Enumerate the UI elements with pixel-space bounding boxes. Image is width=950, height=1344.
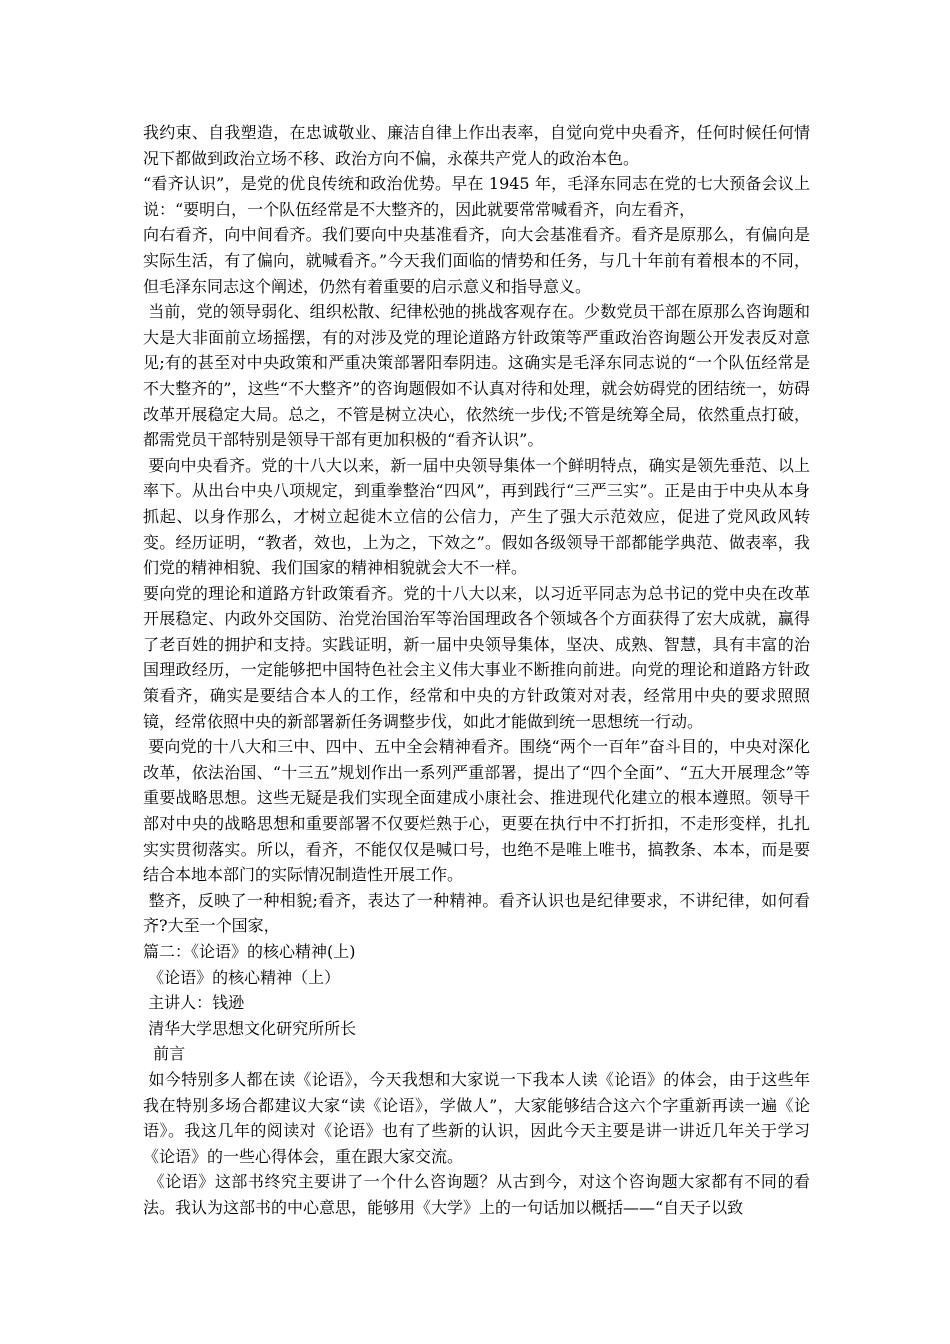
section-heading: 篇二：《论语》的核心精神(上) [143,942,356,961]
paragraph-8: 整齐，反映了一种相貌;看齐，表达了一种精神。看齐认识也是纪律要求，不讲纪律，如何看齐?大至一个国家， [143,890,810,936]
paragraph-4: 当前，党的领导弱化、组织松散、纪律松弛的挑战客观存在。少数党员干部在原那么咨询题和大是大非面前立场摇摆，有的对涉及党的理论道路方针政策等严重政治咨询题公开发表反对意见;有的甚至对中央政策和严重决策部署阳奉阴违。这确实是毛泽东同志说的“一个队伍经常是不大整齐的”，这些“不大整齐”的咨询题假如不认真对待和处理，就会妨碍党的团结统一，妨碍改革开展稳定大局。总之，不管是树立决心，依然统一步伐;不管是统筹全局，依然重点打破，都需党员干部特别是领导干部有更加积极的“看齐认识”。 [143,302,810,450]
paragraph-9: 如今特别多人都在读《论语》，今天我想和大家说一下我本人读《论语》的体会，由于这些年我在特别多场合都建议大家“读《论语》，学做人”，大家能够结合这六个字重新再读一遍《论语》。我这几年的阅读对《论语》也有了些新的认识，因此今天主要是讲一讲近几年关于学习《论语》的一些心得体会，重在跟大家交流。 [143,1069,810,1166]
preface-heading: 前言 [143,1044,186,1064]
paragraph-2: “看齐认识”，是党的优良传统和政治优势。早在 1945 年，毛泽东同志在党的七大预备会议上说：“要明白，一个队伍经常是不大整齐的，因此就要常常喊看齐，向左看齐， [143,174,810,219]
paragraph-1: 我约束、自我塑造，在忠诚敬业、廉洁自律上作出表率，自觉向党中央看齐，任何时候任何情况下都做到政治立场不移、政治方向不偏，永葆共产党人的政治本色。 [143,123,810,168]
paragraph-5: 要向中央看齐。党的十八大以来，新一届中央领导集体一个鲜明特点，确实是领先垂范、以上率下。从出台中央八项规定，到重拳整治“四风”，再到践行“三严三实”。正是由于中央从本身抓起、以身作那么，才树立起徙木立信的公信力，产生了强大示范效应，促进了党风政风转变。经历证明，“教者，效也，上为之，下效之”。假如各级领导干部都能学典范、做表率，我们党的精神相貌、我们国家的精神相貌就会大不一样。 [143,455,810,578]
lecture-title: 《论语》的核心精神（上） [143,967,341,987]
paragraph-3: 向右看齐，向中间看齐。我们要向中央基准看齐，向大会基准看齐。看齐是原那么，有偏向是实际生活，有了偏向，就喊看齐。”今天我们面临的情势和任务，与几十年前有着根本的不同，但毛泽东同志这个阐述，仍然有着重要的启示意义和指导意义。 [143,225,810,296]
speaker-line: 主讲人：钱逊 [143,993,245,1013]
document-page [143,120,810,1221]
paragraph-10: 《论语》这部书终究主要讲了一个什么咨询题？从古到今，对这个咨询题大家都有不同的看法。我认为这部书的中心意思，能够用《大学》上的一句话加以概括——“自天子以致 [143,1172,810,1217]
paragraph-6: 要向党的理论和道路方针政策看齐。党的十八大以来，以习近平同志为总书记的党中央在改革开展稳定、内政外交国防、治党治国治军等治国理政各个领域各个方面获得了宏大成就，赢得了老百姓的拥护和支持。实践证明，新一届中央领导集体，坚决、成熟、智慧，具有丰富的治国理政经历，一定能够把中国特色社会主义伟大事业不断推向前进。向党的理论和道路方针政策看齐，确实是要结合本人的工作，经常和中央的方针政策对对表，经常用中央的要求照照镜，经常依照中央的新部署新任务调整步伐，如此才能做到统一思想统一行动。 [143,583,810,731]
speaker-affiliation: 清华大学思想文化研究所所长 [143,1018,357,1038]
paragraph-7: 要向党的十八大和三中、四中、五中全会精神看齐。围绕“两个一百年”奋斗目的，中央对深化改革，依法治国、“十三五”规划作出一系列严重部署，提出了“四个全面”、“五大开展理念”等重要战略思想。这些无疑是我们实现全面建成小康社会、推进现代化建立的根本遵照。领导干部对中央的战略思想和重要部署不仅要烂熟于心，更要在执行中不打折扣，不走形变样，扎扎实实贯彻落实。所以，看齐，不能仅仅是喊口号，也绝不是唯上唯书，搞教条、本本，而是要结合本地本部门的实际情况制造性开展工作。 [143,737,810,885]
